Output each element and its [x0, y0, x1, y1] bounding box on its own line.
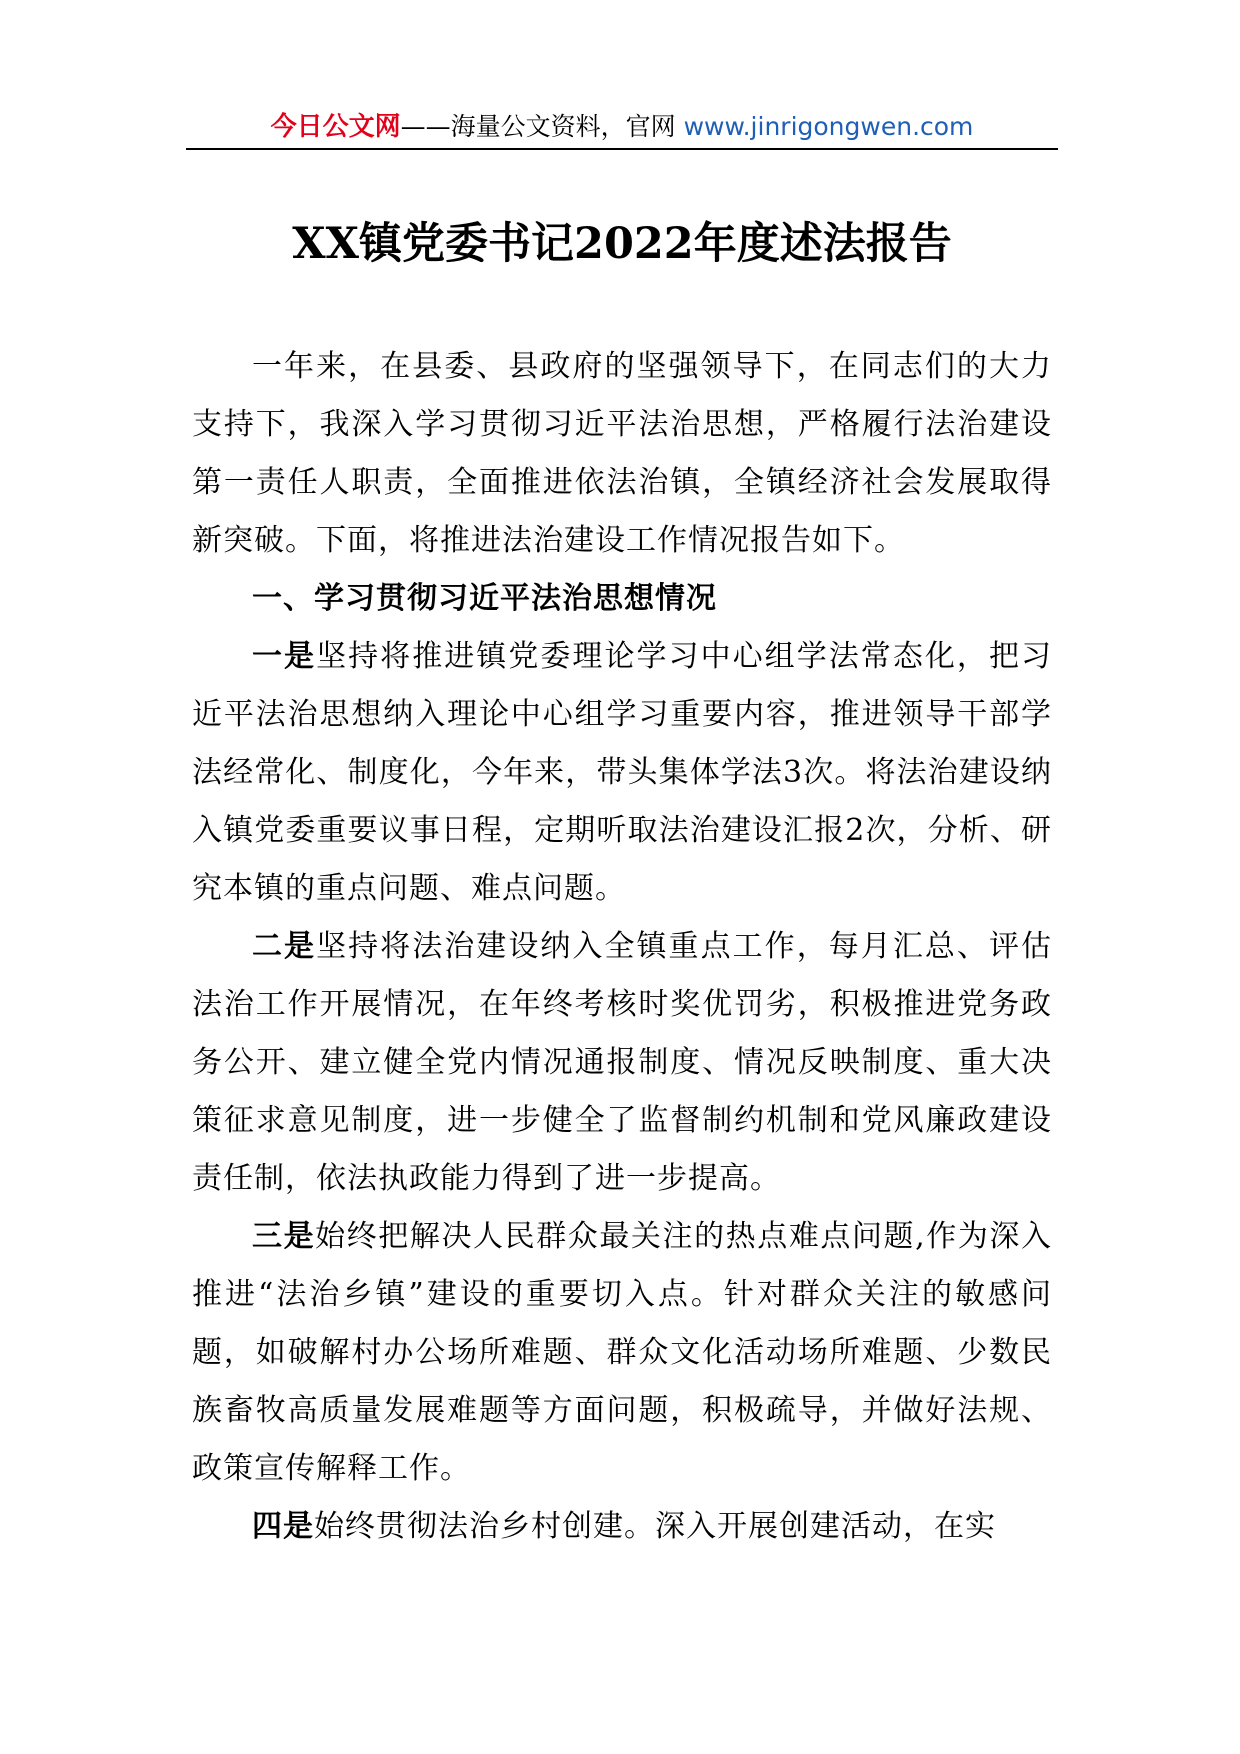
item-lead: 四是 — [252, 1509, 314, 1544]
document-title: XX镇党委书记2022年度述法报告 — [292, 219, 952, 269]
list-item — [192, 1208, 1052, 1498]
site-brand[interactable]: 今日公文网 — [270, 112, 401, 142]
item-text: 坚持将法治建设纳入全镇重点工作，每月汇总、评估法治工作开展情况，在年终考核时奖优罚劣，积极推进党务政务公开、建立健全党内情况通报制度、情况反映制度、重大决策征求意见制度，进一步健全了监督制约机制和党风廉政建设责任制，依法执政能力得到了进一步提高。 — [192, 929, 1053, 1196]
item-text: 始终贯彻法治乡村创建。深入开展创建活动，在实 — [314, 1509, 996, 1544]
item-text: 始终把解决人民群众最关注的热点难点问题,作为深入推进“法治乡镇”建设的重要切入点。针对群众关注的敏感问题，如破解村办公场所难题、群众文化活动场所难题、少数民族畜牧高质量发展难题等方面问题，积极疏导，并做好法规、政策宣传解释工作。 — [192, 1219, 1052, 1486]
item-lead: 三是 — [252, 1219, 316, 1254]
document-body — [192, 338, 1052, 1556]
item-text: 坚持将推进镇党委理论学习中心组学法常态化，把习近平法治思想纳入理论中心组学习重要内容，推进领导干部学法经常化、制度化，今年来，带头集体学法3次。将法治建设纳入镇党委重要议事日程，定期听取法治建设汇报2次，分析、研究本镇的重点问题、难点问题。 — [192, 639, 1053, 906]
section-heading: 一、学习贯彻习近平法治思想情况 — [252, 581, 717, 616]
header-separator: —— — [400, 112, 451, 141]
list-item — [192, 628, 1052, 918]
item-lead: 一是 — [252, 639, 317, 674]
item-lead: 二是 — [252, 929, 317, 964]
header-divider — [186, 148, 1058, 150]
list-item — [192, 1498, 1052, 1556]
site-url-link[interactable]: www.jinrigongwen.com — [683, 112, 974, 141]
list-item — [192, 918, 1052, 1208]
site-header — [186, 104, 1058, 150]
intro-paragraph: 一年来，在县委、县政府的坚强领导下，在同志们的大力支持下，我深入学习贯彻习近平法治思想，严格履行法治建设第一责任人职责，全面推进依法治镇，全镇经济社会发展取得新突破。下面，将推进法治建设工作情况报告如下。 — [192, 349, 1052, 558]
header-tagline: 海量公文资料，官网 — [450, 112, 684, 141]
